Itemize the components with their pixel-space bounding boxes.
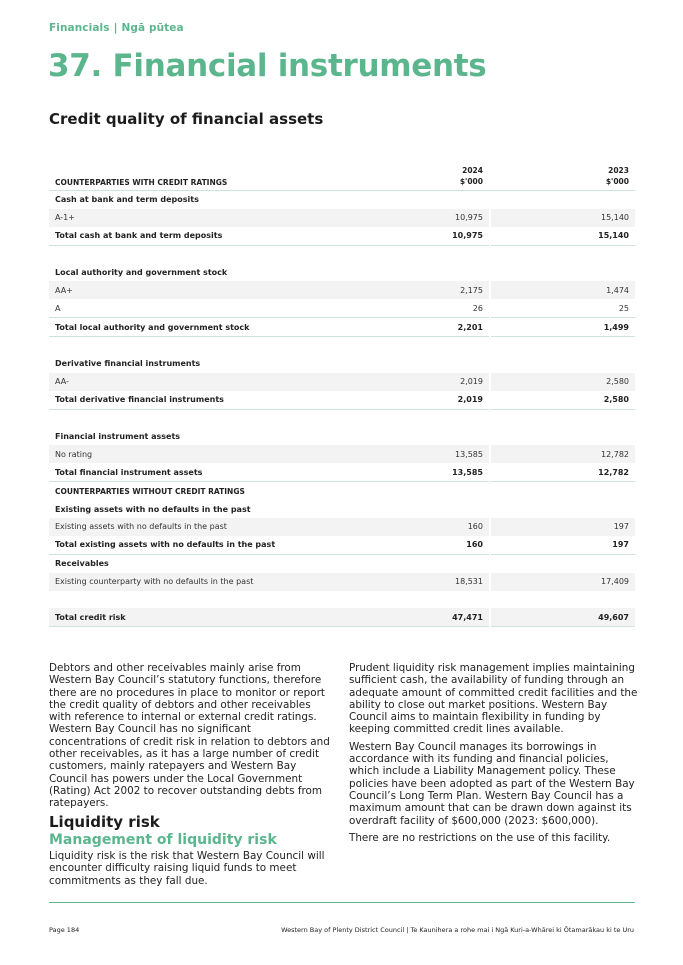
row-label: Total cash at bank and term deposits — [49, 227, 345, 245]
row-value-2024: 18,531 — [345, 573, 489, 591]
row-value-2023 — [491, 264, 635, 282]
row-value-2023: 2,580 — [491, 373, 635, 391]
table-row-total — [49, 318, 635, 337]
header-2023-unit: $'000 — [605, 177, 629, 186]
row-value-2023: 12,782 — [491, 445, 635, 463]
row-value-2023: 12,782 — [491, 463, 635, 481]
row-label: A — [55, 303, 61, 313]
row-value-2023: 1,474 — [491, 281, 635, 299]
row-label: Cash at bank and term deposits — [55, 195, 199, 205]
row-value-2023: 15,140 — [491, 227, 635, 245]
row-value-2023: 15,140 — [491, 209, 635, 227]
liquidity-paragraph: Liquidity risk is the risk that Western Bay Council will encounter difficulty raising liquid funds to meet commitments as they fall due. — [49, 850, 325, 887]
row-value-2024 — [345, 428, 489, 446]
table-row — [49, 554, 635, 572]
right-column — [349, 662, 639, 849]
row-value-2023 — [491, 191, 635, 209]
row-value-2023 — [491, 554, 635, 572]
row-value-2023: 25 — [618, 303, 629, 313]
prudent-liquidity-paragraph: Prudent liquidity risk management implies maintaining sufficient cash, the availability of funding through an adequate amount of committed credit facilities and the ability to close out market positions. Western Bay Council aims to maintain flexibility in funding by keeping committed credit lines available. — [349, 662, 638, 736]
receivables-paragraph: Debtors and other receivables mainly arise from Western Bay Council’s statutory functions, therefore there are no procedures in place to monitor or report the credit quality of debtors and other receivables with reference to internal or external credit ratings. Western Bay Council has no significant concentrations of credit risk in relation to debtors and other receivables, as it has a large number of credit customers, mainly ratepayers and Western Bay Council has powers under the Local Government (Rating) Act 2002 to recover outstanding debts from ratepayers. — [49, 662, 330, 810]
row-value-2024: 2,175 — [345, 281, 489, 299]
section-label — [49, 22, 184, 34]
header-2023-year: 2023 — [608, 166, 629, 175]
section-name-maori: Ngā pūtea — [121, 22, 184, 34]
row-value-2024: 160 — [345, 536, 489, 554]
page-number: Page 184 — [49, 926, 80, 934]
row-label: A-1+ — [49, 209, 345, 227]
row-value-2023: 197 — [491, 536, 635, 554]
header-2024-unit: $'000 — [459, 177, 483, 186]
table-row-spacer — [49, 409, 635, 427]
row-value-2024: 2,201 — [345, 318, 489, 337]
section-separator: | — [113, 22, 118, 34]
liquidity-risk-heading: Liquidity risk — [49, 812, 160, 831]
row-label: Financial instrument assets — [55, 432, 181, 442]
row-label: COUNTERPARTIES WITHOUT CREDIT RATINGS — [55, 486, 245, 496]
row-value-2024: 47,471 — [345, 608, 489, 626]
row-value-2023 — [491, 500, 635, 518]
row-value-2024 — [345, 264, 489, 282]
management-liquidity-heading: Management of liquidity risk — [49, 831, 277, 848]
restrictions-paragraph: There are no restrictions on the use of this facility. — [349, 831, 611, 844]
table-row-spacer — [49, 245, 635, 263]
section-subtitle: Credit quality of financial assets — [49, 110, 324, 128]
row-label: AA+ — [49, 281, 345, 299]
table-row — [49, 264, 635, 282]
row-value-2024: 26 — [472, 303, 483, 313]
table-row-section-header — [49, 482, 635, 500]
table-row — [49, 500, 635, 518]
publication-title: Western Bay of Plenty District Council | Te Kaunihera a rohe mai i Ngā Kuri-a-Whārei ki Ōtamarākau ki te Uru — [281, 926, 634, 934]
row-value-2024: 2,019 — [345, 373, 489, 391]
row-value-2024: 2,019 — [345, 391, 489, 409]
row-label: Existing assets with no defaults in the past — [49, 518, 345, 536]
row-label: Total credit risk — [49, 608, 345, 626]
footer-divider — [49, 902, 635, 903]
row-value-2024 — [345, 355, 489, 373]
table-row — [49, 355, 635, 373]
row-value-2023: 2,580 — [491, 391, 635, 409]
table-row — [49, 373, 635, 391]
row-label: Total financial instrument assets — [49, 463, 345, 481]
section-name: Financials — [49, 22, 110, 34]
row-label: Total existing assets with no defaults in the past — [49, 536, 345, 554]
table-row-total — [49, 391, 635, 409]
table-row-grand-total — [49, 608, 635, 626]
row-value-2024 — [345, 554, 489, 572]
table-row — [49, 518, 635, 536]
row-value-2024: 13,585 — [345, 463, 489, 481]
row-value-2024 — [345, 500, 489, 518]
row-label: AA- — [49, 373, 345, 391]
table-row — [49, 281, 635, 299]
row-value-2024 — [345, 191, 489, 209]
row-value-2023 — [491, 482, 635, 500]
page-title: 37. Financial instruments — [48, 48, 487, 84]
table-row-total — [49, 227, 635, 245]
table-row — [49, 428, 635, 446]
row-label: Total local authority and government stock — [49, 318, 345, 337]
row-label: No rating — [49, 445, 345, 463]
table-row-spacer — [49, 591, 635, 609]
row-value-2023: 1,499 — [491, 318, 635, 337]
table-row-total — [49, 463, 635, 481]
table-row — [49, 209, 635, 227]
row-label: Existing counterparty with no defaults in the past — [49, 573, 345, 591]
row-value-2024: 10,975 — [345, 209, 489, 227]
row-label: Derivative financial instruments — [55, 359, 201, 369]
row-value-2023: 49,607 — [491, 608, 635, 626]
row-value-2024: 10,975 — [345, 227, 489, 245]
left-column — [49, 662, 331, 892]
row-label: Total derivative financial instruments — [49, 391, 345, 409]
row-value-2023: 197 — [491, 518, 635, 536]
credit-quality-table — [49, 165, 635, 627]
header-2024-year: 2024 — [462, 166, 483, 175]
header-2024 — [345, 165, 489, 191]
borrowings-paragraph: Western Bay Council manages its borrowings in accordance with its funding and financial policies, which include a Liability Management policy. These policies have been adopted as part of the Western Bay Council’s Long Term Plan. Western Bay Council has a maximum amount that can be drawn down against its overdraft facility of $600,000 (2023: $600,000). — [349, 740, 635, 827]
table-row — [49, 191, 635, 209]
row-label: Existing assets with no defaults in the past — [55, 504, 251, 514]
table-header-row — [49, 165, 635, 191]
table-row-spacer — [49, 337, 635, 355]
row-value-2023 — [491, 428, 635, 446]
row-value-2024 — [345, 482, 489, 500]
table-row — [49, 299, 635, 317]
table-row-total — [49, 536, 635, 554]
row-value-2024: 160 — [345, 518, 489, 536]
row-value-2024: 13,585 — [345, 445, 489, 463]
header-counterparties-label: COUNTERPARTIES WITH CREDIT RATINGS — [49, 165, 345, 191]
row-label: Receivables — [55, 559, 109, 569]
row-label: Local authority and government stock — [55, 268, 228, 277]
row-value-2023: 17,409 — [491, 573, 635, 591]
table-row — [49, 573, 635, 591]
table-row — [49, 445, 635, 463]
header-2023 — [491, 165, 635, 191]
row-value-2023 — [491, 355, 635, 373]
